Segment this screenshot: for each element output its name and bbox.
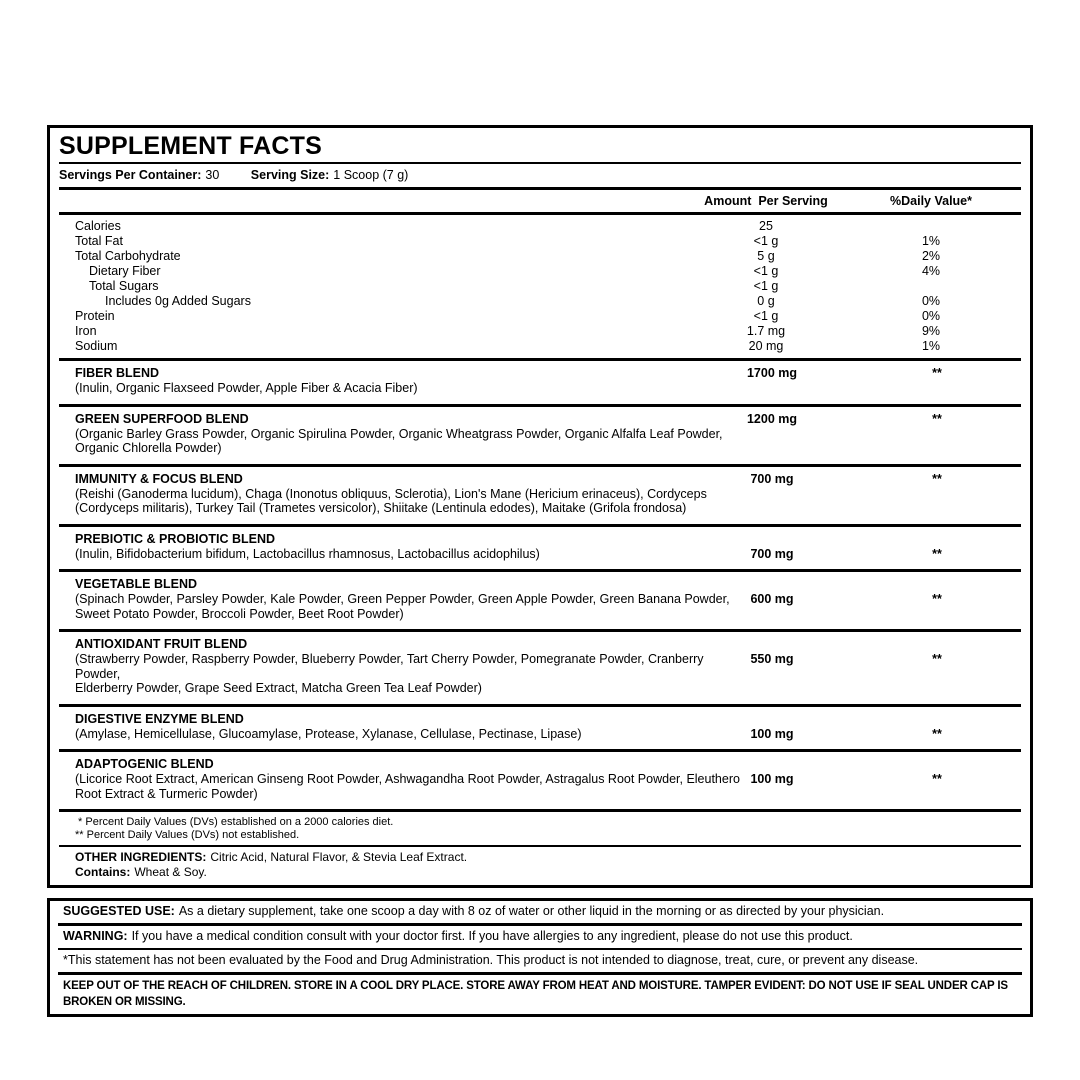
nutrient-dv: 2%	[921, 249, 941, 263]
blend-dv: **	[932, 546, 942, 561]
nutrient-amount: <1 g	[753, 264, 779, 278]
nutrient-table	[59, 215, 1021, 358]
footnote-dv-established: * Percent Daily Values (DVs) established on a 2000 calories diet.	[75, 816, 394, 828]
nutrient-name: Total Fat	[75, 234, 123, 248]
blend-ingredients: (Reishi (Ganoderma lucidum), Chaga (Inonotus obliquus, Sclerotia), Lion's Mane (Hericium erinaceus), Cordyceps	[75, 486, 707, 501]
nutrient-dv	[841, 219, 1021, 234]
serving-info-row	[59, 164, 1021, 187]
table-row	[59, 249, 1021, 264]
serving-size	[251, 168, 409, 182]
nutrient-dv: 1%	[921, 339, 941, 353]
nutrient-dv: 9%	[921, 324, 941, 338]
nutrient-name: Sodium	[75, 339, 118, 353]
footnotes	[59, 812, 1021, 845]
blend-name: VEGETABLE BLEND	[75, 577, 197, 591]
blend-dv: **	[932, 366, 942, 380]
blend-name: GREEN SUPERFOOD BLEND	[75, 411, 249, 426]
table-row	[59, 264, 1021, 279]
suggested-use-row	[57, 901, 1023, 923]
keep-out-text: KEEP OUT OF THE REACH OF CHILDREN. STORE IN A COOL DRY PLACE. STORE AWAY FROM HEAT AND MOISTURE. TAMPER EVIDENT: DO NOT USE IF SEAL UNDER CAP IS BROKEN OR MISSING.	[63, 979, 1008, 1008]
servings-per-container-label: Servings Per Container:	[59, 168, 202, 182]
table-row	[59, 234, 1021, 249]
column-header-row	[59, 190, 1021, 212]
nutrient-amount: <1 g	[753, 234, 779, 248]
blend-dv: **	[932, 471, 942, 486]
other-ingredients-line	[75, 850, 1021, 865]
table-row	[59, 294, 1021, 309]
blend-row-fiber	[59, 361, 1021, 404]
blend-amount: 550 mg	[750, 652, 794, 666]
table-row	[59, 219, 1021, 234]
blend-name: DIGESTIVE ENZYME BLEND	[75, 711, 244, 726]
blend-row-immunity-focus	[59, 467, 1021, 524]
blend-ingredients: (Inulin, Bifidobacterium bifidum, Lactobacillus rhamnosus, Lactobacillus acidophilus)	[75, 546, 540, 561]
blend-ingredients: (Cordyceps militaris), Turkey Tail (Trametes versicolor), Shiitake (Lentinula edodes), Maitake (Grifola frondosa)	[75, 501, 687, 515]
blend-ingredients: Elderberry Powder, Grape Seed Extract, Matcha Green Tea Leaf Powder)	[75, 681, 482, 695]
blend-amount: 1200 mg	[746, 411, 798, 426]
amount-per-serving-header: Amount Per Serving	[704, 194, 828, 208]
blend-row-vegetable	[59, 572, 1021, 629]
nutrient-dv: 1%	[921, 234, 941, 248]
nutrient-amount: <1 g	[753, 309, 779, 323]
nutrient-name: Total Carbohydrate	[75, 249, 181, 263]
blend-amount: 100 mg	[750, 772, 794, 786]
suggested-use-label: SUGGESTED USE:	[63, 904, 175, 918]
warning-label: WARNING:	[63, 928, 128, 943]
nutrient-dv: 0%	[921, 309, 941, 323]
nutrient-amount: 25	[759, 219, 773, 233]
nutrient-amount: 5 g	[757, 249, 775, 263]
other-ingredients-text: Citric Acid, Natural Flavor, & Stevia Leaf Extract.	[210, 850, 468, 864]
fda-disclaimer-text: *This statement has not been evaluated by the Food and Drug Administration. This product is not intended to diagnose, treat, cure, or prevent any disease.	[63, 953, 919, 967]
servings-per-container-value: 30	[205, 168, 220, 182]
contains-label: Contains:	[75, 865, 131, 879]
contains-line	[75, 865, 1021, 880]
blend-row-prebiotic-probiotic	[59, 527, 1021, 570]
blend-amount: 600 mg	[750, 592, 794, 606]
usage-warning-panel	[47, 898, 1033, 1017]
footnote-dv-not-established: ** Percent Daily Values (DVs) not established.	[75, 829, 300, 841]
blend-ingredients: (Strawberry Powder, Raspberry Powder, Blueberry Powder, Tart Cherry Powder, Pomegranate Powder, Cranberry Powder,	[75, 652, 704, 681]
other-ingredients-section	[59, 847, 1021, 885]
label-artwork	[47, 125, 1033, 1017]
blend-ingredients: (Inulin, Organic Flaxseed Powder, Apple Fiber & Acacia Fiber)	[75, 381, 418, 395]
table-row	[59, 279, 1021, 294]
blend-amount: 100 mg	[750, 726, 794, 741]
blend-ingredients: Root Extract & Turmeric Powder)	[75, 786, 258, 801]
daily-value-header: %Daily Value*	[890, 194, 972, 208]
blend-name: ADAPTOGENIC BLEND	[75, 757, 214, 771]
spacer-cell	[59, 194, 691, 208]
table-row	[59, 339, 1021, 354]
nutrient-dv: 0%	[921, 294, 941, 308]
nutrient-name: Protein	[75, 309, 115, 323]
nutrient-amount: 0 g	[757, 294, 775, 308]
blend-row-antioxidant-fruit	[59, 632, 1021, 704]
table-row	[59, 309, 1021, 324]
nutrient-amount: 1.7 mg	[746, 324, 786, 338]
blend-amount: 700 mg	[750, 471, 794, 486]
nutrient-dv: 4%	[921, 264, 941, 278]
blend-ingredients: Sweet Potato Powder, Broccoli Powder, Beet Root Powder)	[75, 606, 404, 621]
blend-ingredients: (Organic Barley Grass Powder, Organic Spirulina Powder, Organic Wheatgrass Powder, Organic Alfalfa Leaf Powder,	[75, 426, 723, 441]
blend-dv: **	[932, 772, 942, 786]
supplement-facts-panel	[47, 125, 1033, 888]
blend-row-green-superfood	[59, 407, 1021, 464]
suggested-use-text: As a dietary supplement, take one scoop a day with 8 oz of water or other liquid in the morning or as directed by your physician.	[178, 904, 885, 918]
blend-dv: **	[932, 592, 942, 606]
blend-amount: 1700 mg	[746, 366, 798, 380]
blend-name: PREBIOTIC & PROBIOTIC BLEND	[75, 531, 276, 546]
blend-dv: **	[932, 652, 942, 666]
nutrient-name: Iron	[75, 324, 97, 338]
other-ingredients-label: OTHER INGREDIENTS:	[75, 850, 207, 864]
nutrient-amount: 20 mg	[748, 339, 784, 353]
nutrient-name: Includes 0g Added Sugars	[105, 294, 251, 308]
blend-dv: **	[932, 411, 942, 426]
servings-per-container	[59, 168, 219, 182]
warning-text: If you have a medical condition consult with your doctor first. If you have allergies to any ingredient, please do not use this product.	[131, 928, 853, 943]
blend-ingredients: Organic Chlorella Powder)	[75, 441, 222, 455]
fda-disclaimer-row	[57, 950, 1023, 972]
nutrient-amount: <1 g	[753, 279, 779, 293]
blend-name: IMMUNITY & FOCUS BLEND	[75, 471, 243, 486]
keep-out-of-reach-row	[57, 975, 1023, 1014]
blend-dv: **	[932, 726, 942, 741]
blend-row-digestive-enzyme	[59, 707, 1021, 750]
blend-name: ANTIOXIDANT FRUIT BLEND	[75, 637, 248, 651]
blend-ingredients: (Licorice Root Extract, American Ginseng Root Powder, Ashwagandha Root Powder, Astragalus Root Powder, Eleuthero	[75, 772, 740, 786]
nutrient-dv	[841, 279, 1021, 294]
blend-name: FIBER BLEND	[75, 366, 160, 380]
panel-title: SUPPLEMENT FACTS	[59, 132, 322, 160]
blend-amount: 700 mg	[750, 546, 794, 561]
nutrient-name: Dietary Fiber	[89, 264, 161, 278]
table-row	[59, 324, 1021, 339]
warning-row	[57, 926, 1023, 948]
blend-ingredients: (Spinach Powder, Parsley Powder, Kale Powder, Green Pepper Powder, Green Apple Powder, Green Banana Powder,	[75, 592, 730, 606]
serving-size-value: 1 Scoop (7 g)	[333, 168, 409, 182]
contains-text: Wheat & Soy.	[134, 865, 207, 879]
nutrient-name: Calories	[75, 219, 121, 233]
blend-row-adaptogenic	[59, 752, 1021, 809]
serving-size-label: Serving Size:	[250, 168, 330, 182]
nutrient-name: Total Sugars	[89, 279, 159, 293]
blend-ingredients: (Amylase, Hemicellulase, Glucoamylase, Protease, Xylanase, Cellulase, Pectinase, Lipase)	[75, 726, 582, 741]
